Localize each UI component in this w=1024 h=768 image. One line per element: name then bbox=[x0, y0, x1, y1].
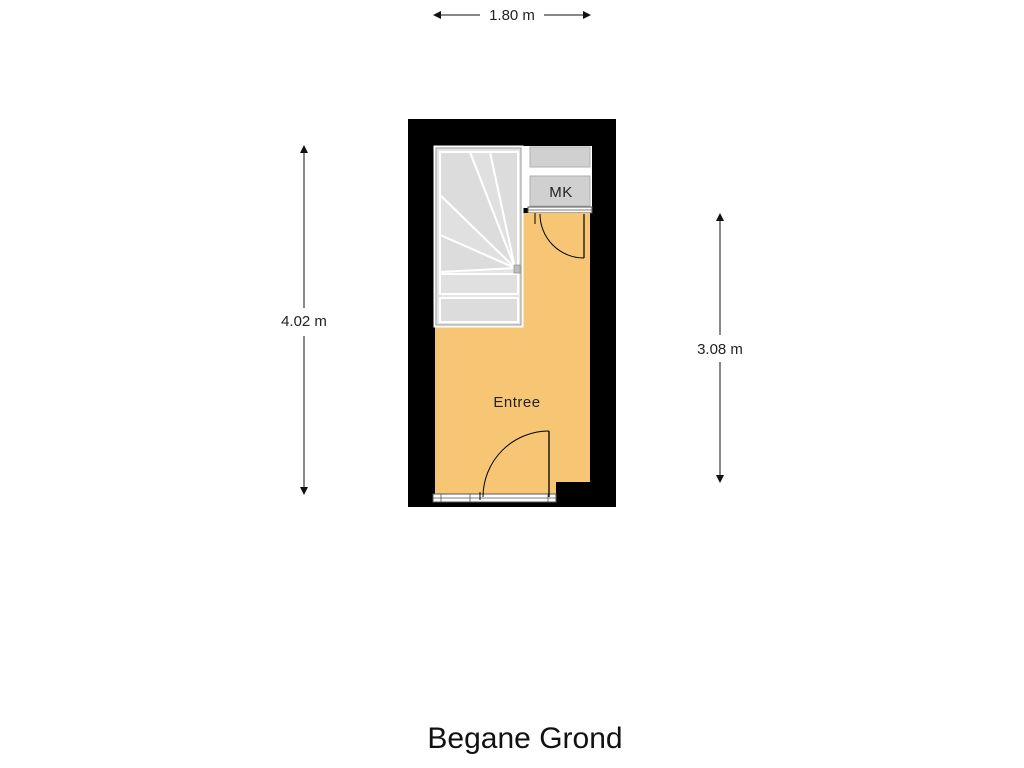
cabinet-upper bbox=[530, 147, 590, 167]
dimension-top bbox=[434, 7, 590, 24]
floor-title: Begane Grond bbox=[427, 722, 623, 755]
dimension-right-label: 3.08 m bbox=[697, 341, 743, 358]
wall-column bbox=[556, 482, 592, 507]
dimension-left-label: 4.02 m bbox=[281, 313, 327, 330]
dimension-left bbox=[281, 146, 327, 494]
entree-label: Entree bbox=[493, 394, 541, 411]
staircase bbox=[435, 147, 522, 326]
meterkast-label: MK bbox=[549, 184, 573, 201]
dimension-top-label: 1.80 m bbox=[489, 7, 535, 24]
dimension-right bbox=[697, 214, 743, 482]
